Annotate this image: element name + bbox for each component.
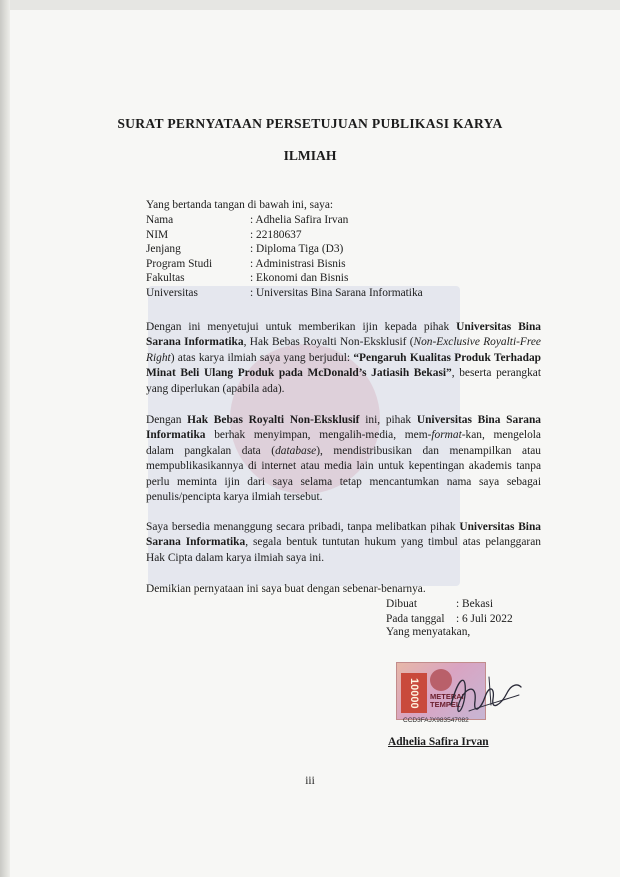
identity-label: Jenjang <box>146 243 181 256</box>
text-run: -kan, mengelola dalam pangkalan data ( <box>146 429 541 457</box>
text-run: Dengan ini menyetujui untuk memberikan ijin kepada pihak <box>146 321 457 333</box>
declarant-label: Yang menyatakan, <box>386 626 471 638</box>
text-run: , beserta perangkat yang diperlukan (apabila ada). <box>146 367 541 395</box>
signatory-name: Adhelia Safira Irvan <box>388 736 489 748</box>
document-title-line1: SURAT PERNYATAAN PERSETUJUAN PUBLIKASI KARYA <box>117 116 503 131</box>
stamp-code: CCD3FAJX983547082 <box>403 717 469 724</box>
italic-run: database <box>275 444 317 457</box>
bold-run: Universitas Bina Sarana Informatika <box>146 414 541 442</box>
intro-text: Yang bertanda tangan di bawah ini, saya: <box>146 199 334 211</box>
identity-value: : Diploma Tiga (D3) <box>250 243 344 256</box>
sig-label: Dibuat <box>386 598 418 610</box>
identity-value: : Adhelia Safira Irvan <box>250 214 349 226</box>
document-title-line2: ILMIAH <box>283 148 337 163</box>
identity-label: Program Studi <box>146 257 213 270</box>
thesis-title: “Pengaruh Kualitas Produk Terhadap Minat Beli Ulang Produk pada McDonald’s Jatiasih Bekasi” <box>146 351 541 380</box>
text-run: Saya bersedia menanggung secara pribadi, tanpa melibatkan pihak <box>146 521 460 533</box>
bold-run: Hak Bebas Royalti Non-Eksklusif <box>187 414 360 426</box>
paragraph-liability <box>146 520 541 566</box>
paragraph-consent <box>146 320 541 397</box>
stamp-label-1: METERAI <box>430 692 464 701</box>
italic-run: format <box>431 429 462 442</box>
text-run: , segala bentuk tuntutan hukum yang timbul atas pelanggaran Hak Cipta dalam karya ilmiah saya ini. <box>146 536 541 564</box>
text-run: ) atas karya ilmiah saya yang berjudul: <box>170 351 354 364</box>
identity-label: Universitas <box>146 286 198 299</box>
bold-run: Universitas Bina Sarana Informatika <box>146 321 541 349</box>
stamp-label-2: TEMPEL <box>430 700 461 709</box>
identity-row-universitas <box>146 286 423 301</box>
sig-row-place <box>386 597 513 612</box>
closing-statement: Demikian pernyataan ini saya buat dengan sebenar-benarnya. <box>146 583 426 595</box>
identity-table <box>146 213 423 301</box>
identity-row-fakultas <box>146 271 423 286</box>
identity-row-jenjang <box>146 242 423 257</box>
stamp-amount: 10000 <box>401 673 427 713</box>
sig-value: : Bekasi <box>456 598 494 610</box>
identity-value: : Ekonomi dan Bisnis <box>250 272 349 285</box>
bold-run: Universitas Bina Sarana Informatika <box>146 521 541 549</box>
text-run: , Hak Bebas Royalti Non-Eksklusif ( <box>243 336 414 349</box>
text-run: berhak menyimpan, mengalih-media, mem- <box>205 429 432 442</box>
page-number: iii <box>305 775 315 787</box>
identity-label: NIM <box>146 228 169 241</box>
sig-value: : 6 Juli 2022 <box>456 613 513 626</box>
identity-value: : Universitas Bina Sarana Informatika <box>250 286 423 299</box>
identity-row-nim <box>146 228 423 243</box>
text-run: ini, pihak <box>359 414 417 426</box>
signature-place-date <box>386 597 513 627</box>
italic-run: Non-Exclusive Royalti-Free Right <box>146 336 541 364</box>
identity-value: : 22180637 <box>250 228 302 241</box>
identity-label: Fakultas <box>146 272 185 285</box>
identity-label: Nama <box>146 214 174 226</box>
identity-value: : Administrasi Bisnis <box>250 257 346 270</box>
text-run: ), mendistribusikan dan menampilkan atau mempublikasikannya di internet atau media lain untuk kepentingan akademis tanpa perlu meminta ijin dari saya selama tetap mencantumkan nama saya sebagai penulis/pencipta karya ilmiah tersebut. <box>146 444 541 504</box>
text-run: Dengan <box>146 414 188 426</box>
sig-label: Pada tanggal <box>386 613 445 626</box>
handwritten-signature-icon <box>445 665 525 723</box>
identity-row-program-studi <box>146 257 423 272</box>
identity-row-nama <box>146 213 423 228</box>
paragraph-rights <box>146 413 541 505</box>
scan-edge-top <box>0 0 620 10</box>
